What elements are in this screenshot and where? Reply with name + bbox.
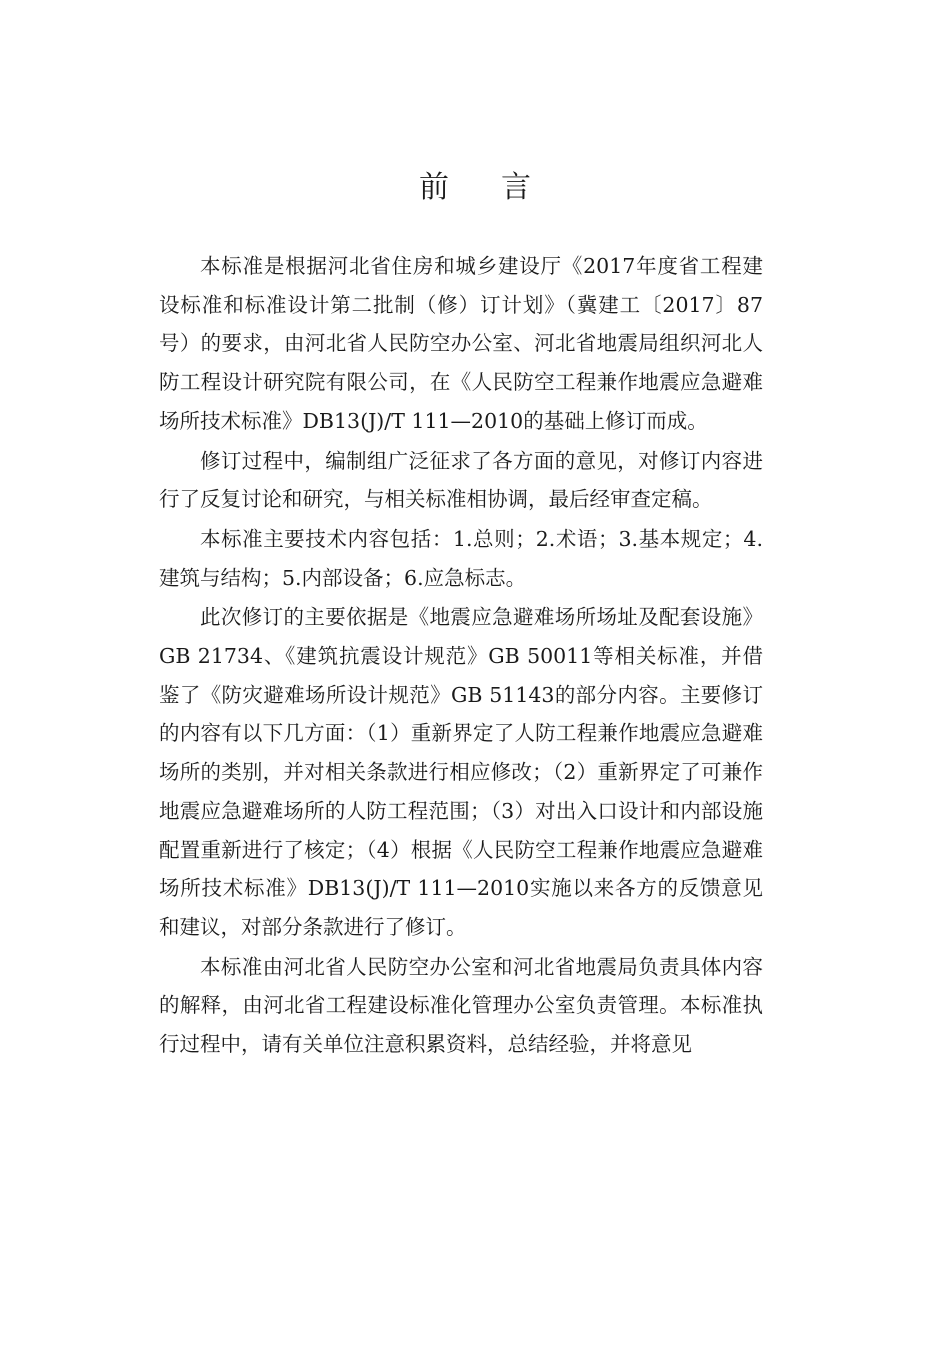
- page-title: 前言: [419, 170, 583, 205]
- paragraph-process: 修订过程中，编制组广泛征求了各方面的意见，对修订内容进行了反复讨论和研究，与相关标准相协调，最后经审查定稿。: [159, 448, 763, 512]
- document-body: [159, 247, 763, 1065]
- paragraph-basis: 本标准是根据河北省住房和城乡建设厅《2017年度省工程建设标准和标准设计第二批制（修）订计划》（冀建工〔2017〕87号）的要求，由河北省人民防空办公室、河北省地震局组织河北人防工程设计研究院有限公司，在《人民防空工程兼作地震应急避难场所技术标准》DB13(J)/T 111—2010的基础上修订而成。: [159, 254, 763, 433]
- paragraph-contents: 本标准主要技术内容包括：1.总则；2.术语；3.基本规定；4.建筑与结构；5.内部设备；6.应急标志。: [159, 526, 763, 590]
- paragraph-revisions: 此次修订的主要依据是《地震应急避难场所场址及配套设施》GB 21734、《建筑抗震设计规范》GB 50011等相关标准，并借鉴了《防灾避难场所设计规范》GB 51143的部分内容。主要修订的内容有以下几方面：（1）重新界定了人防工程兼作地震应急避难场所的类别，并对相关条款进行相应修改；（2）重新界定了可兼作地震应急避难场所的人防工程范围；（3）对出入口设计和内部设施配置重新进行了核定；（4）根据《人民防空工程兼作地震应急避难场所技术标准》DB13(J)/T 111—2010实施以来各方的反馈意见和建议，对部分条款进行了修订。: [159, 605, 763, 939]
- paragraph-interpretation: 本标准由河北省人民防空办公室和河北省地震局负责具体内容的解释，由河北省工程建设标准化管理办公室负责管理。本标准执行过程中，请有关单位注意积累资料，总结经验，并将意见: [159, 954, 763, 1057]
